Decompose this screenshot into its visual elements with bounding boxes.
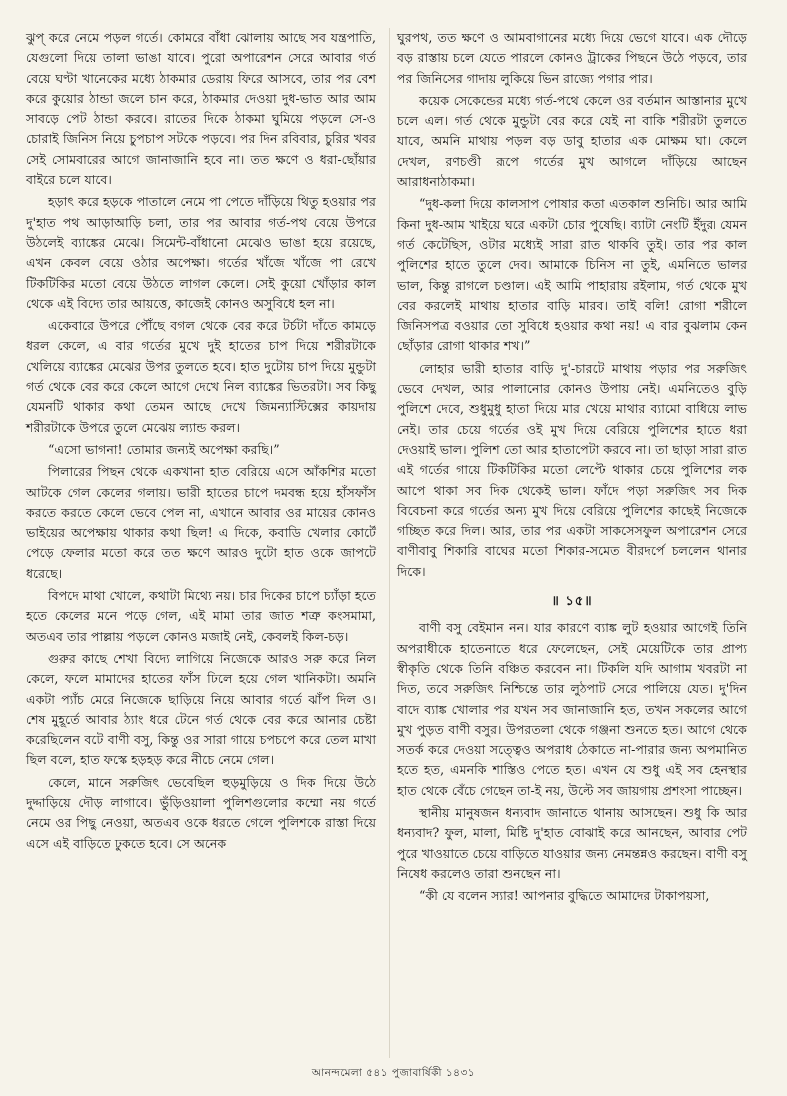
paragraph: ঝুপ্ করে নেমে পড়ল গর্তে। কোমরে বাঁধা ঝোলায় আছে সব যন্ত্রপাতি, যেগুলো দিয়ে তালা ভাঙা যাবে। পুরো অপারেশন সেরে আবার গর্ত বেয়ে ঘণ্টা খানেকের মধ্যে ঠাকমার ডেরায় ফিরে আসবে, তার পর বেশ করে কুয়োর ঠান্ডা জলে চান করে, ঠাকমার দেওয়া দুধ-ভাত আর আম সাবড়ে পেট ঠান্ডা করবে। রাতের দিকে ঠাকমা ঘুমিয়ে পড়লে সে-ও চোরাই জিনিস নিয়ে চুপচাপ সটকে পড়বে। পর দিন রবিবার, চুরির খবর সেই সোমবারের আগে জানাজানি হবে না। তত ক্ষণে ও ধরা-ছোঁয়ার বাইরে চলে যাবে। xyxy=(26,30,376,188)
dialogue-line: “এসো ভাগনা! তোমার জন্যই অপেক্ষা করছি।” xyxy=(48,441,280,457)
column-divider xyxy=(389,28,390,1058)
paragraph: বাণী বসু বেইমান নন। যার কারণে ব্যাঙ্ক লুট হওয়ার আগেই তিনি অপরাধীকে হাতেনাতে ধরে ফেলেছেন, সেই মেয়েটিকে তার প্রাপ্য স্বীকৃতি থেকে তিনি বঞ্চিত করবেন না। টিকলি যদি আগাম খবরটা না দিত, তবে সরুজিৎ নিশ্চিন্তে তার লুঠপাট সেরে পালিয়ে যেত। দু'দিন বাদে ব্যাঙ্ক খোলার পর যখন সব জানাজানি হত, তখন সকলের আগে মুখ পুড়ত বাণী বসুর। উপরতলা থেকে গঞ্জনা শুনতে হত। আগে থেকে সতর্ক করে দেওয়া সত্ত্বেও অপরাধ ঠেকাতে না-পারার জন্য অপমানিত হতে হত, এমনকি শাস্তিও পেতে হত। এখন যে শুধু এই সব হেনস্থার হাত থেকে বেঁচে গেছেন তা-ই নয়, উল্টে সব জায়গায় প্রশংসা পাচ্ছেন। xyxy=(397,620,747,798)
left-column xyxy=(26,28,376,854)
paragraph: লোহার ভারী হাতার বাড়ি দু'-চারটে মাথায় পড়ার পর সরুজিৎ ভেবে দেখল, আর পালানোর কোনও উপায় নেই। এমনিতেও বুড়ি পুলিশে দেবে, শুধুমুধু হাতা দিয়ে মার খেয়ে মাথার ব্যামো বাধিয়ে লাভ নেই। তার চেয়ে গর্তের ওই মুখ দিয়ে বেরিয়ে পুলিশের হাতে ধরা দেওয়াই ভাল। পুলিশ তো আর হাতাপেটা করবে না। তা ছাড়া সারা রাত এই গর্তের গায়ে টিকটিকির মতো লেপ্টে থাকার চেয়ে পুলিশের লক আপে থাকা সব দিক থেকেই ভাল। ফাঁদে পড়া সরুজিৎ সব দিক বিবেচনা করে গর্তের অন্য মুখ দিয়ে বেরিয়ে পুলিশের কাছেই নিজেকে গচ্ছিত করে দিল। আর, তার পর একটা সাকসেসফুল অপারেশন সেরে বাণীবাবু শিকারি বাঘের মতো শিকার-সমেত বীরদর্পে চললেন থানার দিকে। xyxy=(397,360,747,579)
dialogue-paragraph: “দুধ-কলা দিয়ে কালসাপ পোষার কতা এতকাল শুনিচি। আর আমি কিনা দুধ-আম খাইয়ে ঘরে একটা চোর পুষেছি। ব্যাটা নেংটি ইঁদুর৷ যেমন গর্ত কেটেছিস, ওটার মধ্যেই সারা রাত থাকবি তুই। তার পর কাল পুলিশের হাতে তুলে দেব। আমাকে চিনিস না তুই, এমনিতে ভালর ভাল, কিন্তু রাগলে চণ্ডাল। এই আমি পাহারায় রইলাম, গর্ত থেকে মুখ বের করলেই মাথায় হাতার বাড়ি মারব। তাই বলি! রোগা শরীলে জিনিসপত্র বওয়ার তো সুবিধে হওয়ার কথা নয়! এ বার বুঝলাম কেন ছোঁড়ার রোগা থাকার শখ।” xyxy=(397,196,747,354)
paragraph: ঘুরপথ, তত ক্ষণে ও আমবাগানের মধ্যে দিয়ে ভেগে যাবে। এক দৌড়ে বড় রাস্তায় চলে যেতে পারলে কোনও ট্রাকের পিছনে উঠে পড়বে, তার পর জিনিসের গাদায় লুকিয়ে ভিন রাজ্যে পগার পার। xyxy=(397,30,747,86)
paragraph: একেবারে উপরে পৌঁছে বগল থেকে বের করে টর্চটা দাঁতে কামড়ে ধরল কেলে, এ বার গর্তের মুখে দুই হাতের চাপ দিয়ে শরীরটাকে খেলিয়ে ব্যাঙ্কের মেঝের উপর তুলতে হবে। হাত দুটোয় চাপ দিয়ে মুন্ডুটা গর্ত থেকে বের করে কেলে আগে দেখে নিল ব্যাঙ্কের ভিতরটা। সব কিছু যেমনটি থাকার কথা তেমন আছে দেখে জিমন্যাস্টিক্সের কায়দায় শরীরটাকে উপরে তুলে মেঝেয় ল্যান্ড করল। xyxy=(26,318,376,435)
paragraph: হড়াৎ করে হড়কে পাতালে নেমে পা পেতে দাঁড়িয়ে থিতু হওয়ার পর দু'হাত পথ আড়াআড়ি চলা, তার পর আবার গর্ত-পথ বেয়ে উপরে উঠলেই ব্যাঙ্কের মেঝে। সিমেন্ট-বাঁধানো মেঝেও ভাঙা হয়ে রয়েছে, এখন কেবল বেয়ে ওঠার অপেক্ষা। গর্তের খাঁজে খাঁজে পা রেখে টিকটিকির মতো বেয়ে উঠতে লাগল কেলে। সেই কুয়ো খোঁড়ার কাল থেকে এই বিদ্যে তার আয়ত্তে, কাজেই কোনও অসুবিধে হল না। xyxy=(26,194,376,311)
right-column xyxy=(397,28,747,906)
paragraph: কয়েক সেকেন্ডের মধ্যে গর্ত-পথে কেলে ওর বর্তমান আস্তানার মুখে চলে এল। গর্ত থেকে মুন্ডুটা বের করে যেই না বাকি শরীরটা তুলতে যাবে, অমনি মাথায় পড়ল বড় ডাবু হাতার এক মোক্ষম ঘা। কেলে দেখল, রণচণ্ডী রূপে গর্তের মুখ আগলে দাঁড়িয়ে আছেন আরাধনাঠাকমা। xyxy=(397,92,747,190)
paragraph: পিলারের পিছন থেকে একখানা হাত বেরিয়ে এসে আঁকশির মতো আটকে গেল কেলের গলায়। ভারী হাতের চাপে দমবন্ধ হয়ে হাঁসফাঁস করতে করতে কেলে ভেবে পেল না, এখানে আবার ওর মায়ের কোনও ভাইয়ের অপেক্ষায় থাকার কথা ছিল! এ দিকে, কবাডি খেলার কোর্টে পেড়ে ফেলার মতো করে তত ক্ষণে আরও দুটো হাত ওকে জাপটে ধরেছে। xyxy=(26,464,376,581)
section-number: ॥ ১৫॥ xyxy=(551,594,593,610)
paragraph: কেলে, মানে সরুজিৎ ভেবেছিল হুড়মুড়িয়ে ও দিক দিয়ে উঠে দুদ্দাড়িয়ে দৌড় লাগাবে। ভুঁড়িওয়ালা পুলিশগুলোর কম্মো নয় গর্তে নেমে ওর পিছু নেওয়া, অতএব ওকে ধরতে গেলে পুলিশকে রাস্তা দিয়ে এসে এই বাড়িতে ঢুকতে হবে। সে অনেক xyxy=(26,774,376,851)
dialogue-line: “কী যে বলেন স্যার! আপনার বুদ্ধিতে আমাদের টাকাপয়সা, xyxy=(419,888,710,904)
page-footer: আনন্দমেলা ৫৪১ পুজাবার্ষিকী ১৪৩১ xyxy=(311,1067,476,1079)
paragraph: বিপদে মাথা খোলে, কথাটা মিথ্যে নয়। চার দিকের চাপে চ্যাঁড়া হতে হতে কেলের মনে পড়ে গেল, এই মামা তার জাত শত্রু কংসমামা, অতএব তার পাল্লায় পড়লে কোনও মজাই নেই, কেবলই কিল-চড়। xyxy=(26,588,376,644)
paragraph: স্থানীয় মানুষজন ধন্যবাদ জানাতে থানায় আসছেন। শুধু কি আর ধন্যবাদ? ফুল, মালা, মিষ্টি দু'হাত বোঝাই করে আনছেন, আবার পেট পুরে খাওয়াতে চেয়ে বাড়িতে যাওয়ার জন্য নেমন্তন্নও করছেন। বাণী বসু নিষেধ করলেও তারা শুনছেন না। xyxy=(397,804,747,881)
paragraph: গুরুর কাছে শেখা বিদ্যে লাগিয়ে নিজেকে আরও সরু করে নিল কেলে, ফলে মামাদের হাতের ফাঁস ঢিলে হয়ে গেল খানিকটা। অমনি একটা প্যাঁচ মেরে নিজেকে ছাড়িয়ে নিয়ে আবার গর্তে ঝাঁপ দিল ও। শেষ মুহূর্তে আবার ঠ্যাং ধরে টেনে গর্ত থেকে বের করে আনার চেষ্টা করেছিলেন বটে বাণী বসু, কিন্তু ওর সারা গায়ে চপচপে করে তেল মাখা ছিল বলে, হাত ফস্কে হড়হড় করে নীচে নেমে গেল। xyxy=(26,650,376,768)
